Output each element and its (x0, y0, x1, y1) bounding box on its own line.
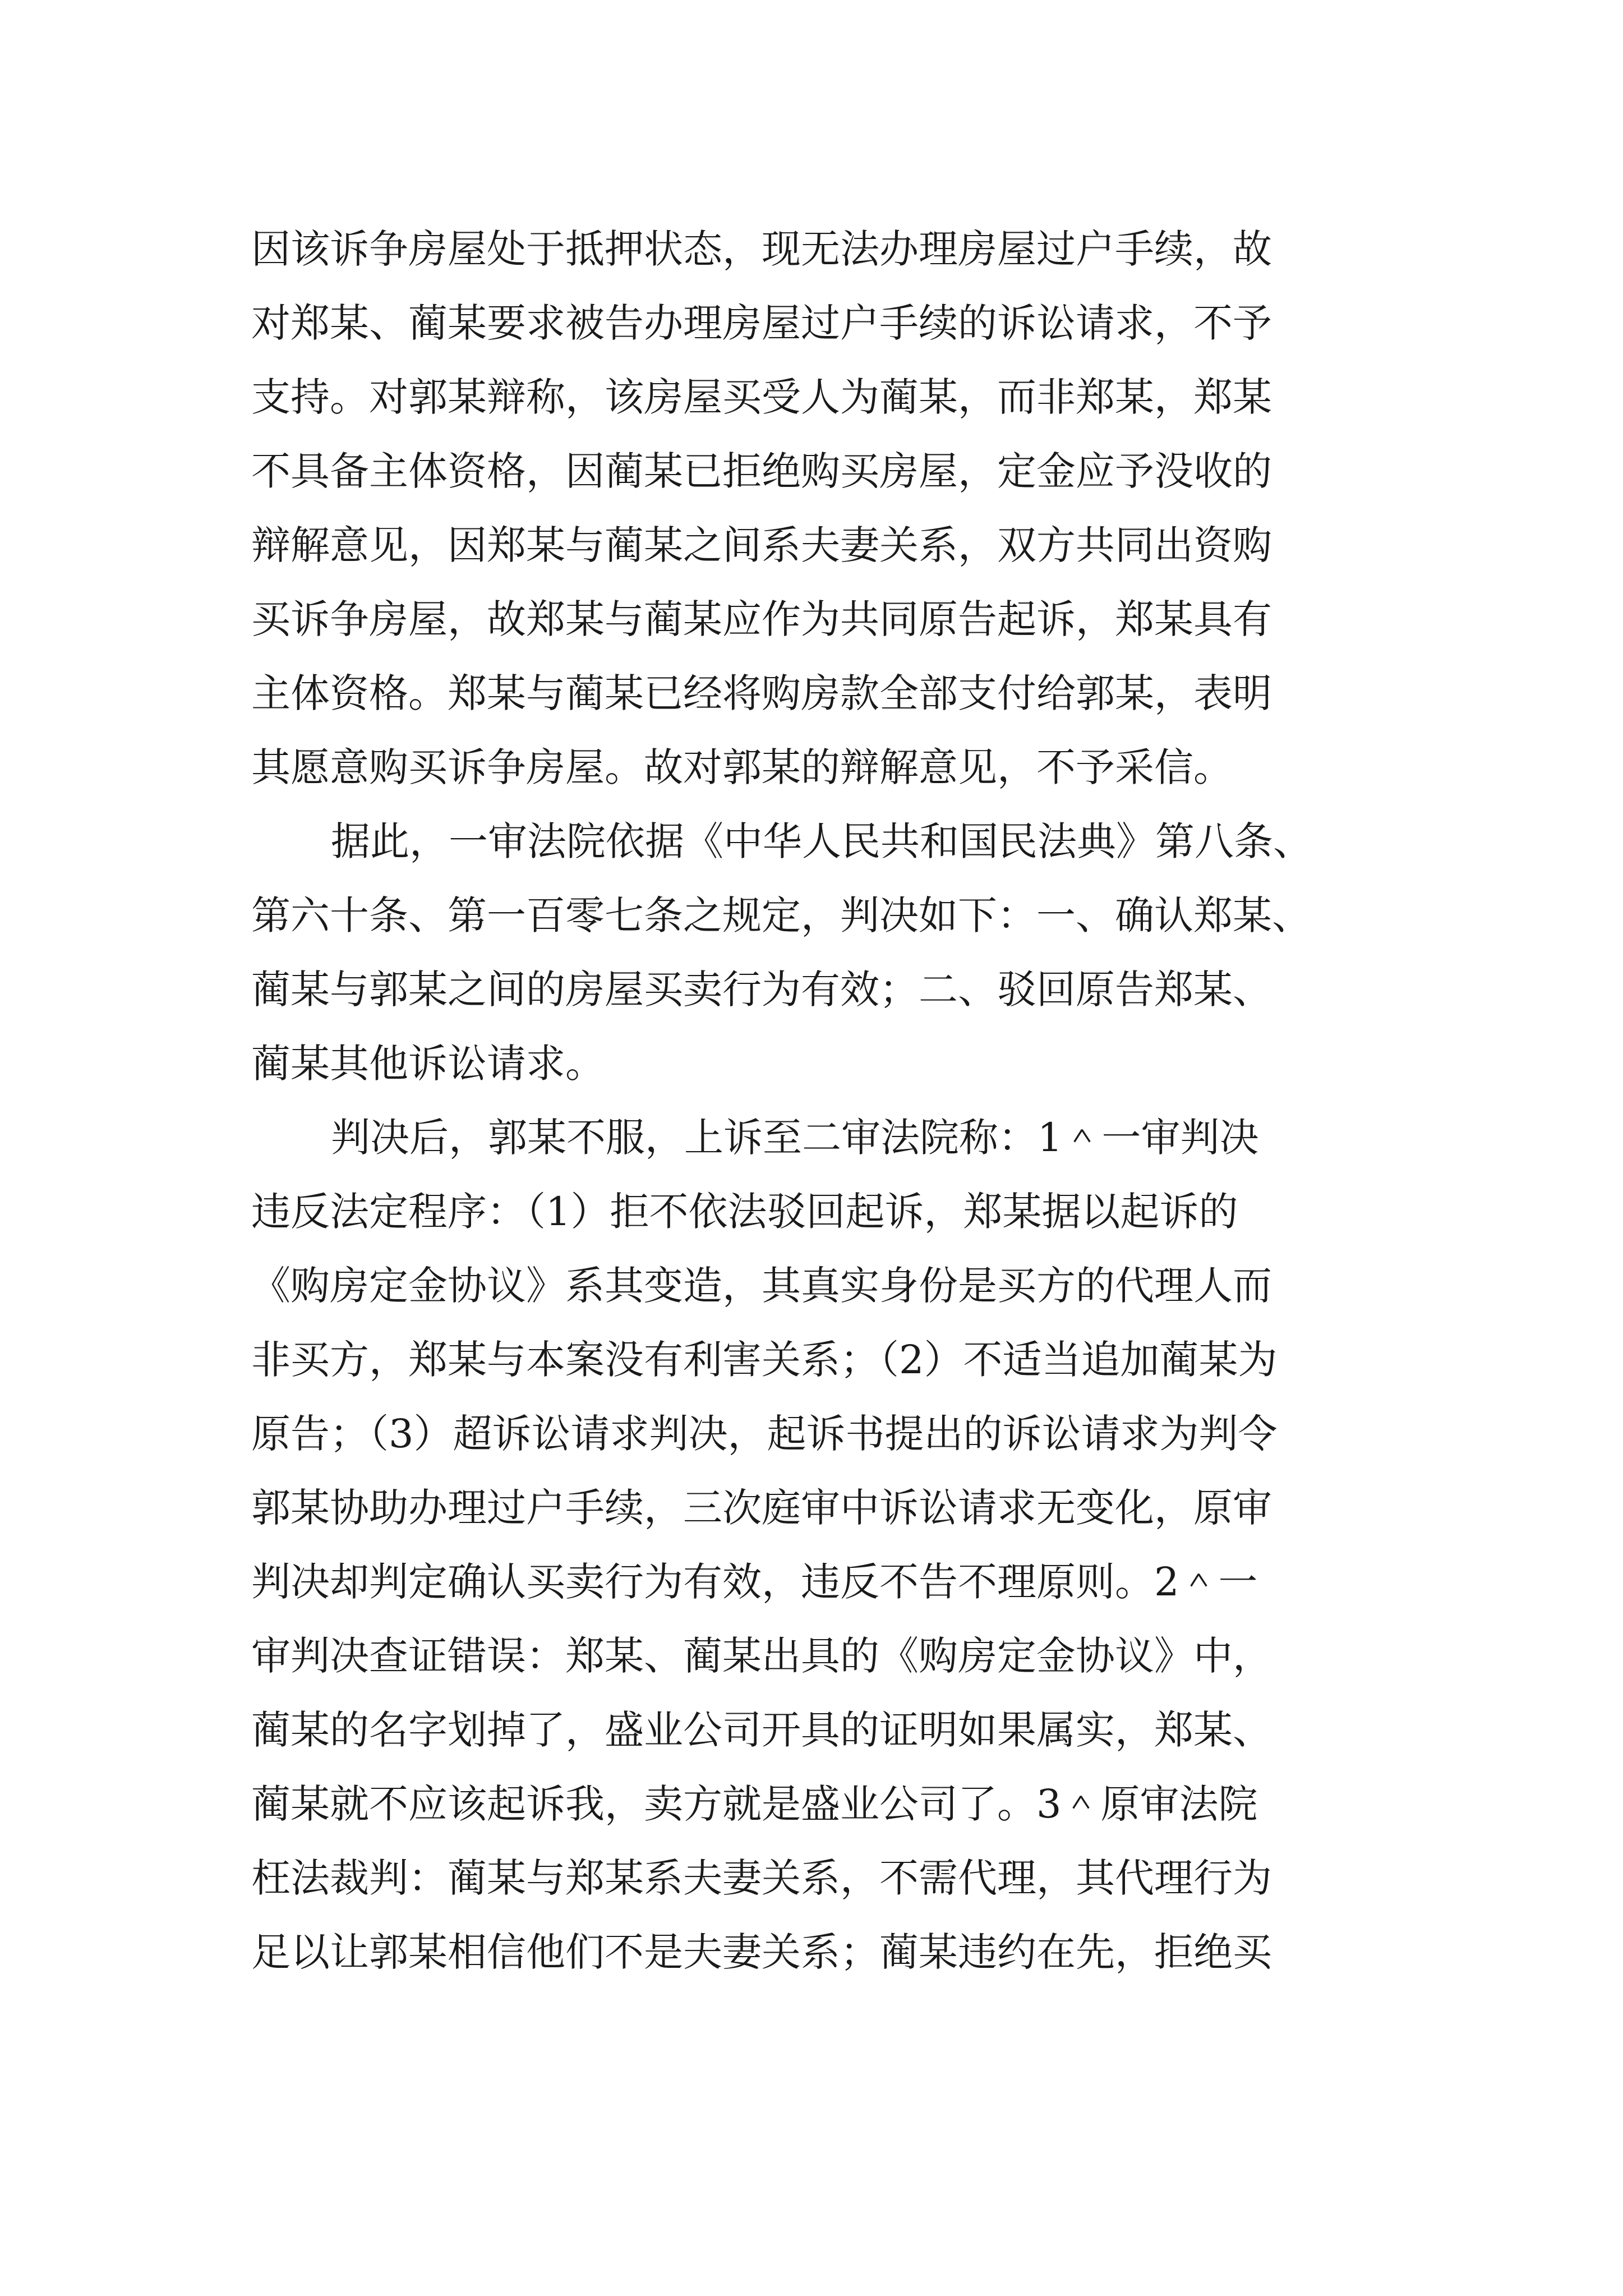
text-line: 对郑某、蔺某要求被告办理房屋过户手续的诉讼请求，不予 (251, 300, 1272, 346)
text-line: 枉法裁判：蔺某与郑某系夫妻关系，不需代理，其代理行为 (251, 1855, 1272, 1901)
text-line: 支持。对郭某辩称，该房屋买受人为蔺某，而非郑某，郑某 (251, 374, 1272, 420)
text-line: 《购房定金协议》系其变造，其真实身份是买方的代理人而 (251, 1263, 1272, 1309)
text-line: 据此，一审法院依据《中华人民共和国民法典》第八条、 (331, 818, 1312, 864)
text-line: 蔺某就不应该起诉我，卖方就是盛业公司了。3＾原审法院 (251, 1781, 1258, 1827)
text-line: 买诉争房屋，故郑某与蔺某应作为共同原告起诉，郑某具有 (251, 596, 1272, 642)
document-body (251, 212, 1373, 1989)
text-line: 其愿意购买诉争房屋。故对郭某的辩解意见，不予采信。 (251, 744, 1233, 790)
text-line: 不具备主体资格，因蔺某已拒绝购买房屋，定金应予没收的 (251, 448, 1272, 494)
text-line: 蔺某与郭某之间的房屋买卖行为有效；二、驳回原告郑某、 (251, 967, 1272, 1013)
text-line: 审判决查证错误：郑某、蔺某出具的《购房定金协议》中， (251, 1633, 1272, 1679)
text-line: 足以让郭某相信他们不是夫妻关系；蔺某违约在先，拒绝买 (251, 1929, 1272, 1975)
text-line: 主体资格。郑某与蔺某已经将购房款全部支付给郭某，表明 (251, 670, 1272, 716)
text-line: 郭某协助办理过户手续，三次庭审中诉讼请求无变化，原审 (251, 1485, 1272, 1531)
text-line: 违反法定程序：（1）拒不依法驳回起诉，郑某据以起诉的 (251, 1189, 1238, 1235)
text-line: 原告；（3）超诉讼请求判决，起诉书提出的诉讼请求为判令 (251, 1411, 1278, 1457)
text-line: 蔺某的名字划掉了，盛业公司开具的证明如果属实，郑某、 (251, 1707, 1272, 1753)
text-line: 第六十条、第一百零七条之规定，判决如下：一、确认郑某、 (251, 892, 1311, 938)
text-line: 因该诉争房屋处于抵押状态，现无法办理房屋过户手续，故 (251, 226, 1272, 272)
text-line: 非买方，郑某与本案没有利害关系；（2）不适当追加蔺某为 (251, 1337, 1278, 1383)
text-line: 判决却判定确认买卖行为有效，违反不告不理原则。2＾一 (251, 1559, 1258, 1605)
text-line: 辩解意见，因郑某与蔺某之间系夫妻关系，双方共同出资购 (251, 522, 1272, 568)
text-line: 判决后，郭某不服，上诉至二审法院称：1＾一审判决 (331, 1115, 1259, 1161)
text-line: 蔺某其他诉讼请求。 (251, 1041, 605, 1087)
